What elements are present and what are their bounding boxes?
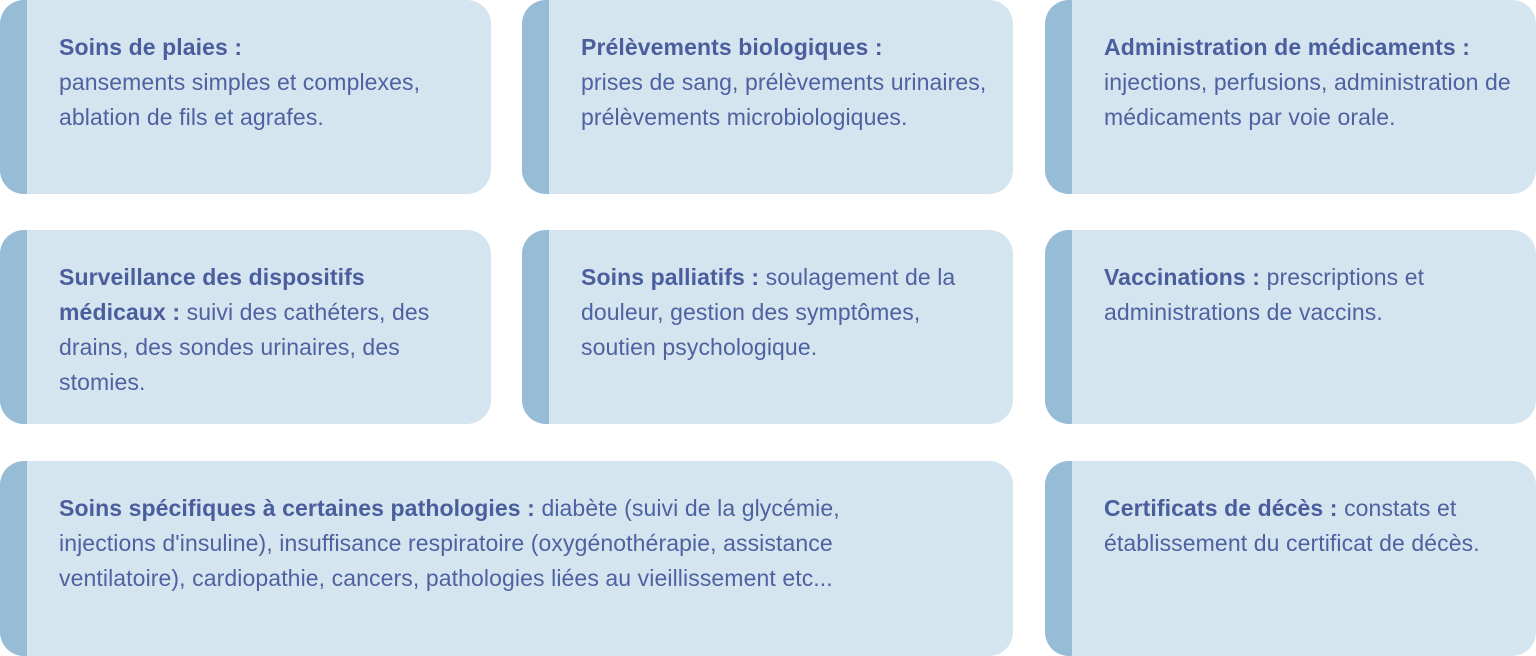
card-text [59, 30, 471, 135]
card-certificats-deces [1045, 461, 1536, 656]
card-body: constats et établissement du certificat de décès. [1104, 495, 1480, 556]
card-accent-bar [1045, 461, 1072, 656]
card-title: Administration de médicaments : [1104, 34, 1471, 60]
card-text [59, 491, 933, 596]
card-accent-bar [522, 0, 549, 194]
card-surveillance-dispositifs [0, 230, 491, 424]
card-text [581, 260, 993, 365]
card-text [59, 260, 471, 400]
card-text [1104, 30, 1516, 135]
card-body: pansements simples et complexes, ablation de fils et agrafes. [59, 69, 421, 130]
card-accent-bar [0, 230, 27, 424]
card-title: Prélèvements biologiques : [581, 34, 883, 60]
card-text [1104, 491, 1516, 561]
card-accent-bar [0, 461, 27, 656]
card-text [1104, 260, 1516, 330]
card-accent-bar [1045, 0, 1072, 194]
card-vaccinations [1045, 230, 1536, 424]
card-title: Certificats de décès : [1104, 495, 1345, 521]
card-soins-de-plaies [0, 0, 491, 194]
card-title: Soins palliatifs : [581, 264, 766, 290]
card-text [581, 30, 993, 135]
card-body: prises de sang, prélèvements urinaires, prélèvements microbiologiques. [581, 69, 987, 130]
card-body: diabète (suivi de la glycémie, injections d'insuline), insuffisance respiratoire (oxygénothérapie, assistance ventilatoire), cardiopathie, cancers, pathologies liées au vieillissement etc... [59, 495, 840, 591]
card-soins-palliatifs [522, 230, 1013, 424]
card-prelevements-biologiques [522, 0, 1013, 194]
card-title: Soins de plaies : [59, 34, 243, 60]
card-accent-bar [522, 230, 549, 424]
card-body: suivi des cathéters, des drains, des sondes urinaires, des stomies. [59, 299, 430, 395]
card-title: Soins spécifiques à certaines pathologies : [59, 495, 542, 521]
card-body: prescriptions et administrations de vaccins. [1104, 264, 1425, 325]
card-accent-bar [0, 0, 27, 194]
card-soins-specifiques-pathologies [0, 461, 1013, 656]
card-title: Surveillance des dispositifs médicaux : [59, 264, 365, 325]
card-administration-medicaments [1045, 0, 1536, 194]
card-body: injections, perfusions, administration de médicaments par voie orale. [1104, 69, 1511, 130]
card-accent-bar [1045, 230, 1072, 424]
card-title: Vaccinations : [1104, 264, 1267, 290]
card-body: soulagement de la douleur, gestion des symptômes, soutien psychologique. [581, 264, 956, 360]
